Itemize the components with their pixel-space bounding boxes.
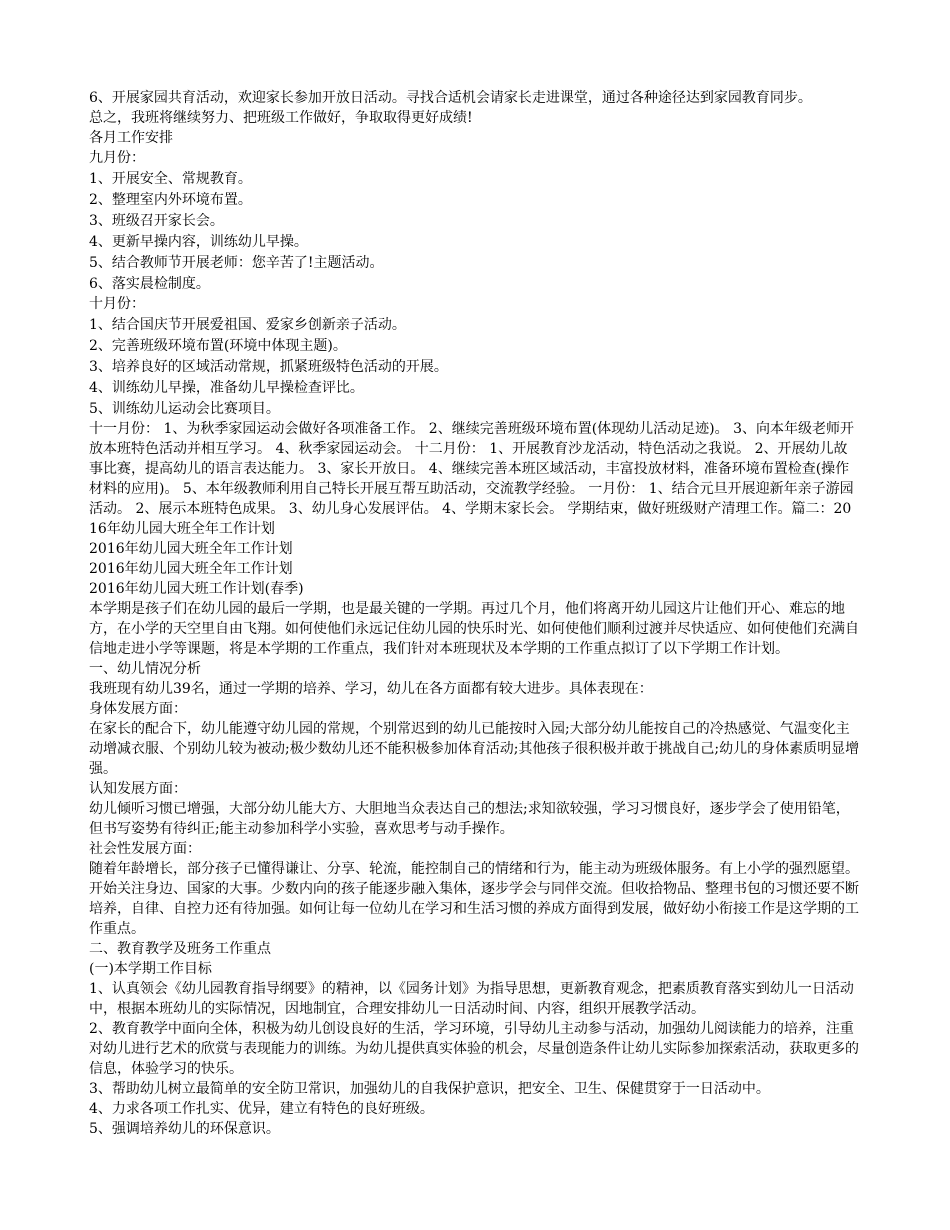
list-item: 1、结合国庆节开展爱祖国、爱家乡创新亲子活动。	[89, 317, 406, 333]
list-item: 4、更新早操内容，训练幼儿早操。	[89, 234, 308, 250]
paragraph: 幼儿倾听习惯已增强，大部分幼儿能大方、大胆地当众表达自己的想法;求知欲较强，学习习惯良好，逐步学会了使用铅笔，但书写姿势有待纠正;能主动参加科学小实验，喜欢思考与动手操作。	[89, 801, 850, 837]
paragraph: 随着年龄增长，部分孩子已懂得谦让、分享、轮流，能控制自己的情绪和行为，能主动为班级体服务。有上小学的强烈愿望。开始关注身边、国家的大事。少数内向的孩子能逐步融入集体，逐步学会与同伴交流。但收拾物品、整理书包的习惯还要不断培养，自律、自控力还有待加强。如何让每一位幼儿在学习和生活习惯的养成方面得到发展，做好幼小衔接工作是这学期的工作重点。	[89, 861, 859, 937]
list-item: 4、力求各项工作扎实、优异，建立有特色的良好班级。	[89, 1101, 434, 1117]
month-heading: 十月份：	[89, 296, 145, 312]
list-item: 5、结合教师节开展老师：您辛苦了!主题活动。	[89, 255, 384, 271]
section-heading: 二、教育教学及班务工作重点	[89, 941, 271, 957]
list-item: 3、培养良好的区域活动常规，抓紧班级特色活动的开展。	[89, 359, 448, 375]
section-heading: 一、幼儿情况分析	[89, 661, 201, 677]
document-subtitle: 2016年幼儿园大班工作计划(春季)	[89, 581, 304, 597]
paragraph: 在家长的配合下，幼儿能遵守幼儿园的常规，个别常迟到的幼儿已能按时入园;大部分幼儿能按自己的冷热感觉、气温变化主动增减衣服、个别幼儿较为被动;极少数幼儿还不能积极参加体育活动;其他孩子很积极并敢于挑战自己;幼儿的身体素质明显增强。	[89, 721, 860, 777]
list-item: 1、认真领会《幼儿园教育指导纲要》的精神，以《园务计划》为指导思想，更新教育观念，把素质教育落实到幼儿一日活动中，根据本班幼儿的实际情况，因地制宜，合理安排幼儿一日活动时间、内容，组织开展教学活动。	[89, 981, 854, 1017]
document-title: 2016年幼儿园大班全年工作计划	[89, 541, 293, 557]
subsection-heading: 认知发展方面：	[89, 781, 187, 797]
list-item: 5、训练幼儿运动会比赛项目。	[89, 401, 280, 417]
paragraph: 6、开展家园共育活动，欢迎家长参加开放日活动。寻找合适机会请家长走进课堂，通过各种途径达到家园教育同步。	[89, 90, 812, 106]
paragraph: 我班现有幼儿39名，通过一学期的培养、学习，幼儿在各方面都有较大进步。具体表现在：	[89, 681, 653, 697]
paragraph: 总之，我班将继续努力、把班级工作做好，争取取得更好成绩!	[89, 110, 473, 126]
subsection-heading: 身体发展方面：	[89, 701, 187, 717]
list-item: 2、整理室内外环境布置。	[89, 192, 252, 208]
subsection-heading: 社会性发展方面：	[89, 841, 201, 857]
paragraph: 本学期是孩子们在幼儿园的最后一学期，也是最关键的一学期。再过几个月，他们将离开幼儿园这片让他们开心、难忘的地方，在小学的天空里自由飞翔。如何使他们永远记住幼儿园的快乐时光、如何使他们顺利过渡并尽快适应、如何使他们充满自信地走进小学等课题，将是本学期的工作重点，我们针对本班现状及本学期的工作重点拟订了以下学期工作计划。	[89, 601, 859, 657]
list-item: 2、教育教学中面向全体，积极为幼儿创设良好的生活，学习环境，引导幼儿主动参与活动，加强幼儿阅读能力的培养，注重对幼儿进行艺术的欣赏与表现能力的训练。为幼儿提供真实体验的机会，尽量创造条件让幼儿实际参加探索活动，获取更多的信息，体验学习的快乐。	[89, 1021, 859, 1077]
subsection-heading: (一)本学期工作目标	[89, 961, 212, 977]
list-item: 1、开展安全、常规教育。	[89, 171, 252, 187]
list-item: 5、强调培养幼儿的环保意识。	[89, 1121, 280, 1137]
list-item: 2、完善班级环境布置(环境中体现主题)。	[89, 338, 347, 354]
month-heading: 九月份：	[89, 150, 145, 166]
paragraph: 十一月份： 1、为秋季家园运动会做好各项准备工作。 2、继续完善班级环境布置(体现幼儿活动足迹)。 3、向本年级老师开放本班特色活动并相互学习。 4、秋季家园运动会。 十二月份： 1、开展教育沙龙活动，特色活动之我说。 2、开展幼儿故事比赛，提高幼儿的语言表达能力。 3、家长开放日。 4、继续完善本班区域活动，丰富投放材料，准备环境布置检查(操作材料的应用)。 5、本年级教师利用自己特长开展互帮互助活动，交流教学经验。 一月份： 1、结合元旦开展迎新年亲子游园活动。 2、展示本班特色成果。 3、幼儿身心发展评估。 4、学期末家长会。 学期结束，做好班级财产清理工作。篇二：2016年幼儿园大班全年工作计划	[89, 421, 854, 537]
list-item: 3、帮助幼儿树立最简单的安全防卫常识，加强幼儿的自我保护意识，把安全、卫生、保健贯穿于一日活动中。	[89, 1081, 770, 1097]
list-item: 4、训练幼儿早操，准备幼儿早操检查评比。	[89, 380, 364, 396]
list-item: 3、班级召开家长会。	[89, 213, 224, 229]
document-title: 2016年幼儿园大班全年工作计划	[89, 561, 293, 577]
section-heading: 各月工作安排	[89, 130, 173, 146]
list-item: 6、落实晨检制度。	[89, 276, 210, 292]
